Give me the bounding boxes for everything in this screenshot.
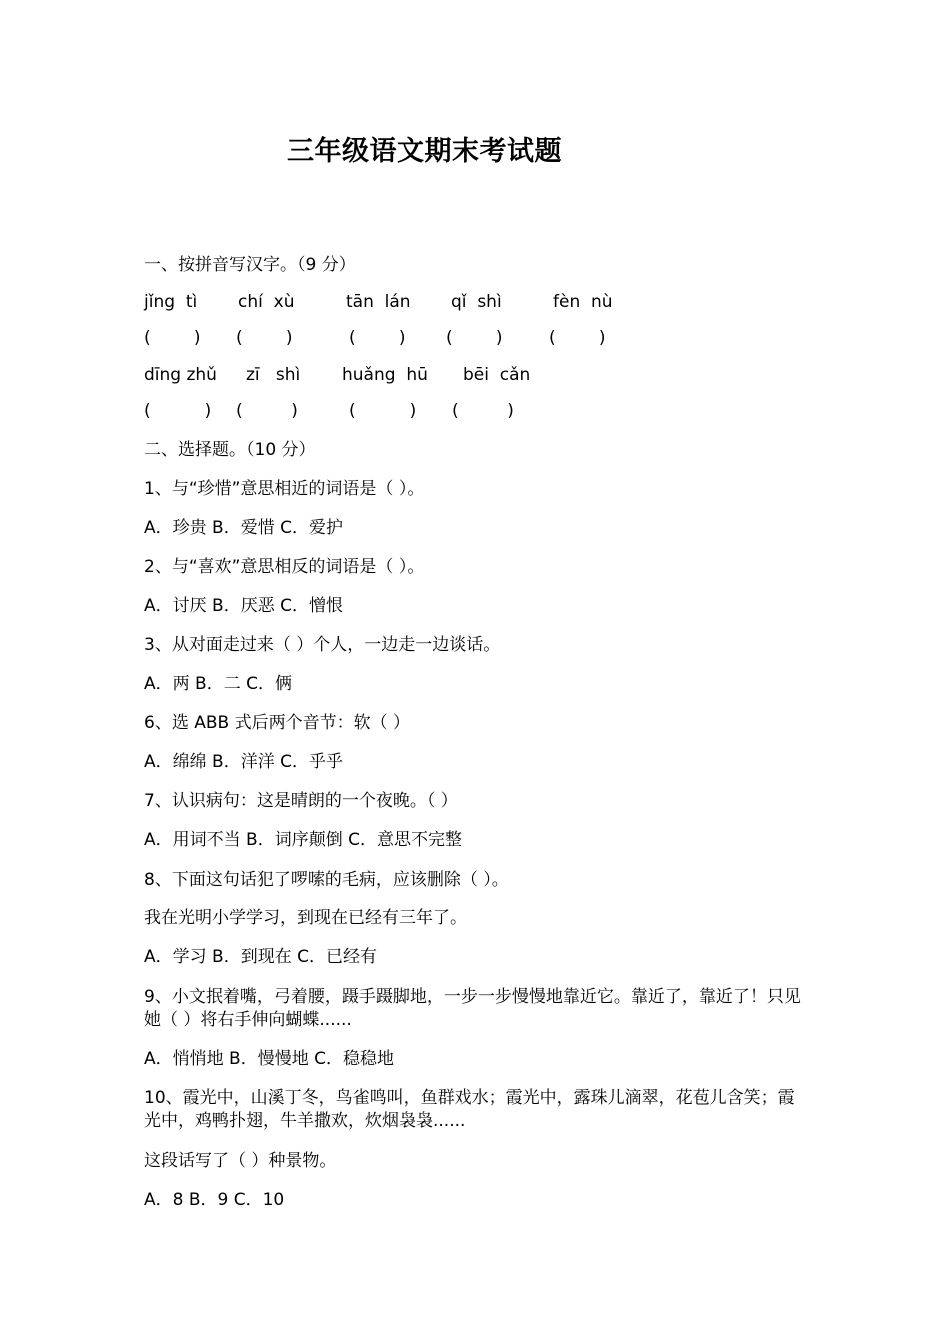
question-8-sentence: 我在光明小学学习，到现在已经有三年了。 [144, 908, 467, 928]
question-3-options: A．两 B．二 C．俩 [144, 674, 292, 694]
answer-blank-1-3[interactable]: ( ) [349, 328, 406, 348]
question-2-options: A．讨厌 B．厌恶 C．憎恨 [144, 596, 343, 616]
question-7: 7、认识病句：这是晴朗的一个夜晚。（ ） [144, 791, 458, 811]
question-9: 9、小文抿着嘴，弓着腰，蹑手蹑脚地，一步一步慢慢地靠近它。靠近了，靠近了！只见她（ ）将右手伸向蝴蝶...... [144, 987, 801, 1030]
question-9-options: A．悄悄地 B．慢慢地 C．稳稳地 [144, 1049, 394, 1069]
page-title: 三年级语文期末考试题 [287, 136, 562, 167]
question-7-options: A．用词不当 B．词序颠倒 C．意思不完整 [144, 830, 462, 850]
question-10: 10、霞光中，山溪丁冬，鸟雀鸣叫，鱼群戏水；霞光中，露珠儿滴翠，花苞儿含笑；霞光中，鸡鸭扑翅，牛羊撒欢，炊烟袅袅...... [144, 1088, 795, 1131]
question-8-options: A．学习 B．到现在 C．已经有 [144, 947, 377, 967]
question-10-prompt: 这段话写了（ ）种景物。 [144, 1151, 337, 1171]
section1-heading: 一、按拼音写汉字。（9 分） [144, 255, 356, 275]
pinyin-2-3: huǎng hū [342, 365, 428, 385]
answer-blank-1-1[interactable]: ( ) [144, 328, 201, 348]
section2-heading: 二、选择题。（10 分） [144, 440, 316, 460]
pinyin-1-1: jǐng tì [144, 292, 198, 312]
question-6-options: A．绵绵 B．洋洋 C．乎乎 [144, 752, 343, 772]
pinyin-1-4: qǐ shì [451, 292, 502, 312]
answer-blank-1-4[interactable]: ( ) [446, 328, 503, 348]
question-1: 1、与“珍惜”意思相近的词语是（ ）。 [144, 479, 425, 499]
pinyin-1-2: chí xù [238, 292, 295, 312]
question-8: 8、下面这句话犯了啰嗦的毛病，应该删除（ ）。 [144, 870, 509, 890]
answer-blank-2-3[interactable]: ( ) [349, 401, 417, 421]
question-10-options: A．8 B．9 C．10 [144, 1190, 285, 1210]
pinyin-2-4: bēi cǎn [463, 365, 531, 385]
pinyin-2-2: zī shì [246, 365, 301, 385]
answer-blank-2-4[interactable]: ( ) [452, 401, 514, 421]
pinyin-1-3: tān lán [346, 292, 411, 312]
answer-blank-1-2[interactable]: ( ) [236, 328, 293, 348]
answer-blank-2-1[interactable]: ( ) [144, 401, 212, 421]
answer-blank-2-2[interactable]: ( ) [236, 401, 298, 421]
question-3: 3、从对面走过来（ ）个人，一边走一边谈话。 [144, 635, 501, 655]
pinyin-1-5: fèn nù [553, 292, 613, 312]
question-1-options: A．珍贵 B．爱惜 C．爱护 [144, 518, 343, 538]
question-2: 2、与“喜欢”意思相反的词语是（ ）。 [144, 557, 425, 577]
question-6: 6、选 ABB 式后两个音节：软（ ） [144, 713, 410, 733]
answer-blank-1-5[interactable]: ( ) [549, 328, 606, 348]
pinyin-2-1: dīng zhǔ [144, 365, 217, 385]
